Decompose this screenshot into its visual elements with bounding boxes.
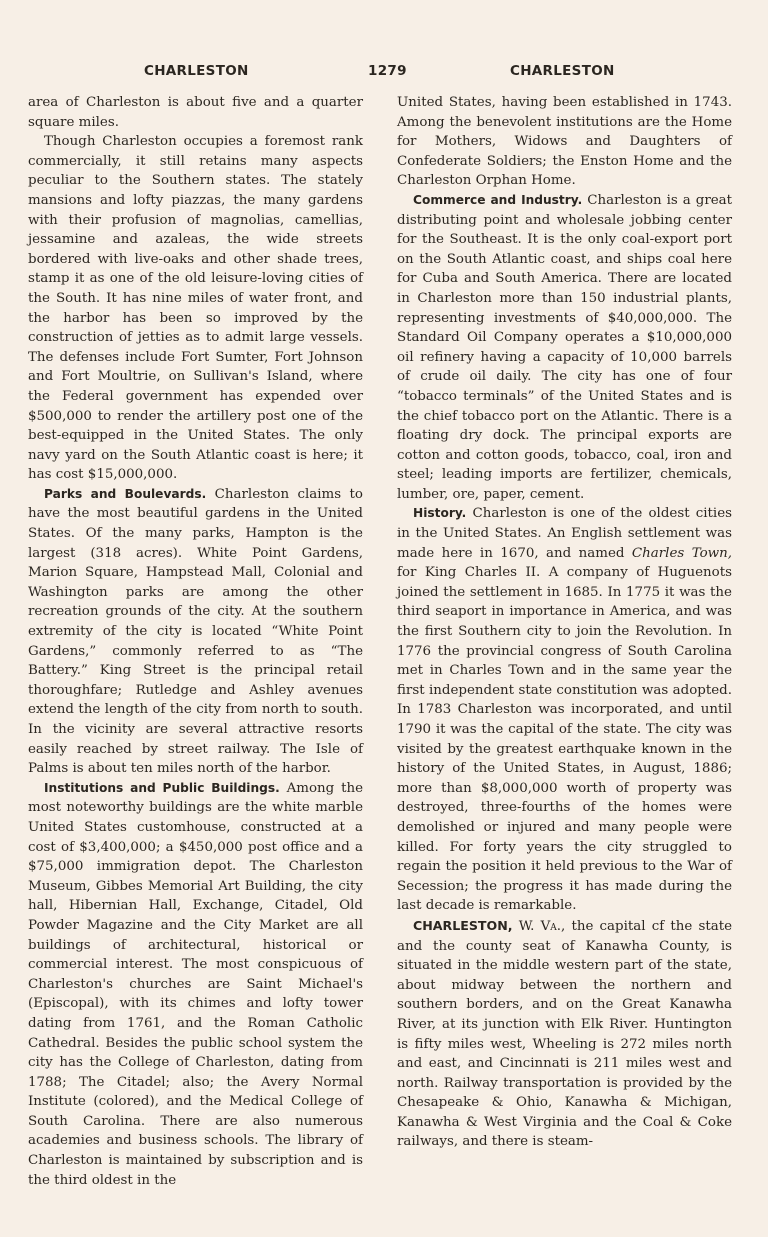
running-head xyxy=(0,63,768,83)
parks-body: Charleston claims to have the most beautiful gardens in the United States. Of the many parks, Hampton is the largest (318 acres). White Point Gardens, Marion Square, Hampstead Mall, Colonial and Washington parks are among the other recreation grounds of the city. At the southern extremity of the city is located “White Point Gardens,” commonly referred to as “The Battery.” King Street is the principal retail thoroughfare; Rutledge and Ashley avenues extend the length of the city from north to south. In the vicinity are several attractive resorts easily reached by street railway. The Isle of Palms is about ten miles north of the harbor. xyxy=(28,486,363,777)
left-column xyxy=(28,93,363,1190)
history-body-b: for King Charles II. A company of Huguenots joined the settlement in 1685. In 1775 it was the third seaport in importance in America, and was the first Southern city to join the Revolution. In 1776 the provincial congress of South Carolina met in Charles Town and in the same year the first independent state constitution was adopted. In 1783 Charleston was incorporated, and until 1790 it was the capital of the state. The city was visited by the greatest earthquake known in the history of the United States, in August, 1886; more than $8,000,000 worth of property was destroyed, three-fourths of the homes were demolished or injured and many people were killed. For forty years the city struggled to regain the position it held previous to the War of Secession; the progress it has made during the last decade is remarkable. xyxy=(397,565,732,914)
left-paragraph-overview: Though Charleston occupies a foremost rank commercially, it still retains many aspects peculiar to the Southern states. The stately mansions and lofty piazzas, the many gardens with their profusion of magnolias, camellias, jessamine and azaleas, the wide streets bordered with live-oaks and other shade trees, stamp it as one of the old leisure-loving cities of the South. It has nine miles of water front, and the harbor has been so improved by the construction of jetties as to admit large vessels. The defenses include Fort Sumter, Fort Johnson and Fort Moultrie, on Sullivan's Island, where the Federal government has expended over $500,000 to render the artillery post one of the best-equipped in the United States. The only navy yard on the South Atlantic coast is here; it has cost $15,000,000. xyxy=(28,134,363,483)
heading-institutions: Institutions and Public Buildings. xyxy=(44,780,280,795)
history-italic-name: Charles Town, xyxy=(631,545,732,561)
history-body-a: Charleston is one of the oldest cities in the United States. An English settlement was made here in 1670, and named xyxy=(397,506,732,561)
right-paragraph-wv-entry xyxy=(397,916,732,1152)
right-paragraph-continued: United States, having been established in 1743. Among the benevolent institutions are the Home for Mothers, Widows and Daughters of Confederate Soldiers; the Enston Home and the Charleston Orphan Home. xyxy=(397,95,732,189)
left-paragraph-institutions xyxy=(28,779,363,1190)
heading-history: History. xyxy=(413,506,467,521)
header-left-title: CHARLESTON xyxy=(144,63,249,79)
left-paragraph-area: area of Charleston is about five and a quarter square miles. xyxy=(28,95,363,130)
right-paragraph-commerce xyxy=(397,191,732,505)
wv-body: the capital cf the state and the county seat of Kanawha County, is situated in the middle western part of the state, about midway between the northern and southern borders, and on the Great Kanawha River, at its junction with Elk River. Huntington is fifty miles west, Wheeling is 272 miles north and east, and Cincinnati is 211 miles west and north. Railway transportation is provided by the Chesapeake & Ohio, Kanawha & Michigan, Kanawha & West Virginia and the Coal & Coke railways, and there is steam- xyxy=(397,918,732,1150)
page-number: 1279 xyxy=(368,63,407,79)
right-paragraph-history xyxy=(397,504,732,915)
left-paragraph-parks xyxy=(28,485,363,779)
heading-parks: Parks and Boulevards. xyxy=(44,486,207,501)
heading-commerce: Commerce and Industry. xyxy=(413,192,583,207)
institutions-body: Among the most noteworthy buildings are the white marble United States customhouse, constructed at a cost of $3,400,000; a $450,000 post office and a $75,000 immigration depot. The Charleston Museum, Gibbes Memorial Art Building, the city hall, Hibernian Hall, Exchange, Citadel, Old Powder Magazine and the City Market are all buildings of architectural, historical or commercial interest. The most conspicuous of Charleston's churches are Saint Michael's (Episcopal), with its chimes and lofty tower dating from 1761, and the Roman Catholic Cathedral. Besides the public school system the city has the College of Charleston, dating from 1788; The Citadel; also; the Avery Normal Institute (colored), and the Medical College of South Carolina. There are also numerous academies and business schools. The library of Charleston is maintained by subscription and is the third oldest in the xyxy=(28,780,363,1188)
wv-state-abbrev: W. Va., xyxy=(512,918,566,934)
heading-charleston-wv: CHARLESTON, xyxy=(413,917,513,933)
header-right-title: CHARLESTON xyxy=(510,63,615,79)
commerce-body: Charleston is a great distributing point and wholesale jobbing center for the Southeast. It is the only coal-export port on the South Atlantic coast, and ships coal here for Cuba and South America. There are located in Charleston more than 150 industrial plants, representing investments of $40,000,000. The Standard Oil Company operates a $10,000,000 oil refinery having a capacity of 10,000 barrels of crude oil daily. The city has one of four “tobacco terminals” of the United States and is the chief tobacco port on the Atlantic. There is a floating dry dock. The principal exports are cotton and cotton goods, tobacco, coal, iron and steel; leading imports are fertilizer, chemicals, lumber, ore, paper, cement. xyxy=(397,192,733,502)
right-column xyxy=(397,93,732,1152)
